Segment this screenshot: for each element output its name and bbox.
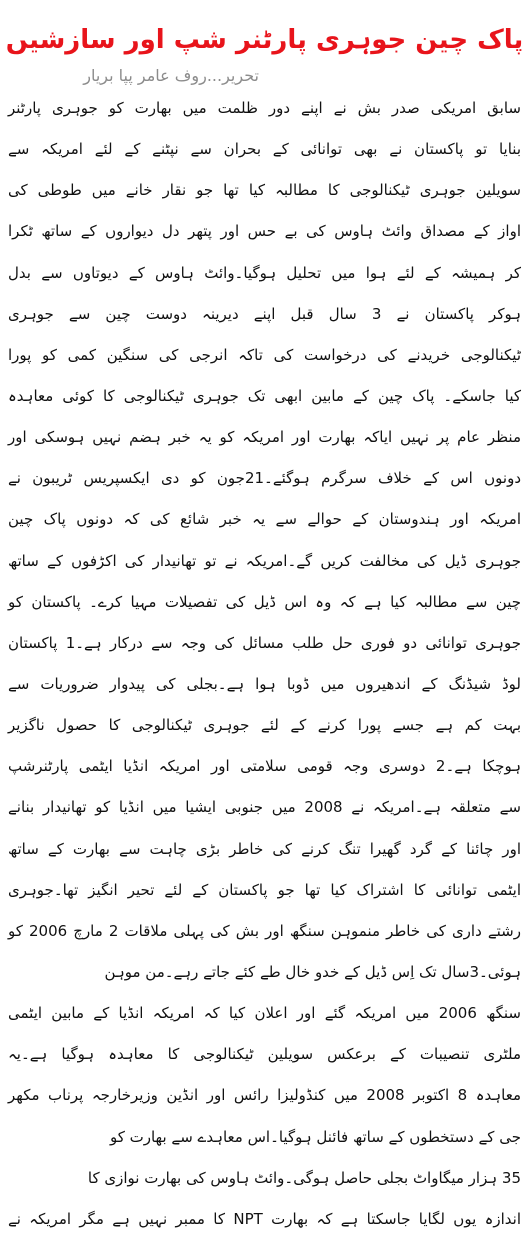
article-line: ہوچکا ہے۔2 دوسری وجہ قومی سلامتی اور امریکہ انڈیا ایٹمی پارٹنرشپ xyxy=(8,757,521,776)
article-line: چین سے مطالبہ کیا ہے کہ وہ اس ڈیل کی تفصیلات مہیا کرے۔ پاکستان کو xyxy=(8,592,521,611)
article-body xyxy=(8,88,522,1228)
article-line: سنگھ 2006 میں امریکہ گئے اور اعلان کیا کہ امریکہ انڈیا کے مابین ایٹمی xyxy=(8,1004,522,1023)
article-line: ملٹری تنصیبات کے برعکس سویلین ٹیکنالوجی کا معاہدہ ہوگیا ہے۔یہ xyxy=(8,1045,521,1064)
article-line: لوڈ شیڈنگ کے اندھیروں میں ڈوبا ہوا ہے۔بجلی کی پیدوار ضروریات سے xyxy=(8,674,521,693)
article-line: کیا جاسکے۔ پاک چین کے مابین ابھی تک جوہری ٹیکنالوجی کا کوئی معاہدہ xyxy=(8,386,521,405)
article-line: جوہری ڈیل کی مخالفت کریں گے۔امریکہ نے تو تھانیدار کی اکڑفوں کے ساتھ xyxy=(8,551,521,570)
article-line: بہت کم ہے جسے پورا کرنے کے لئے جوہری ٹیکنالوجی کا حصول ناگزیر xyxy=(8,716,521,735)
article-line: ٹیکنالوجی خریدنے کی درخواست کی تاکہ انرجی کی سنگین کمی کو پورا xyxy=(8,345,521,364)
article-line: 35 ہزار میگاواٹ بجلی حاصل ہوگی۔وائٹ ہاوس کی بھارت نوازی کا xyxy=(87,1168,521,1187)
article-line: رشتے داری کی خاطر منموہن سنگھ اور بش کی پہلی ملاقات 2 مارچ 2006 کو xyxy=(8,921,521,940)
article-line: معاہدہ 8 اکتوبر 2008 میں کنڈولیزا رائس اور انڈین وزیرخارجہ پرناب مکھر xyxy=(8,1086,521,1105)
article-line: اندازہ یوں لگایا جاسکتا ہے کہ بھارت NPT کا ممبر نہیں ہے مگر امریکہ نے xyxy=(8,1209,521,1228)
article-line: منظر عام پر نہیں ایاکہ بھارت اور امریکہ کو یہ خبر ہضم نہیں ہوسکی اور xyxy=(8,428,521,447)
article-line: امریکہ اور ہندوستان کے حوالے سے یہ خبر شائع کی کہ دونوں پاک چین xyxy=(8,510,521,529)
article-line: بنایا تو پاکستان نے بھی توانائی کے بحران سے نپٹنے کے لئے امریکہ سے xyxy=(8,140,521,159)
article-line: اور چائنا کے گرد گھیرا تنگ کرنے کی خاطر بڑی چاہت سے بھارت کے ساتھ xyxy=(8,839,521,858)
article-line: کر ہمیشہ کے لئے ہوا میں تحلیل ہوگیا۔وائٹ ہاوس کے دیوتاوں سے بدل xyxy=(8,263,521,282)
article-title: پاک چین جوہری پارٹنر شپ اور سازشیں xyxy=(5,25,524,55)
article-line: سویلین جوہری ٹیکنالوجی کا مطالبہ کیا تھا جو نقار خانے میں طوطی کی xyxy=(8,181,521,200)
article-line: سے متعلقہ ہے۔امریکہ نے 2008 میں جنوبی ایشیا میں انڈیا کو تھانیدار بنانے xyxy=(8,798,521,817)
article-line: ہوکر پاکستان نے 3 سال قبل اپنے دیرینہ دوست چین سے جوہری xyxy=(8,304,522,323)
article-line: دونوں اس کے خلاف سرگرم ہوگئے۔21جون کو دی ایکسپریس ٹریبون نے xyxy=(8,469,521,488)
article-line: سابق امریکی صدر بش نے اپنے دور ظلمت میں بھارت کو جوہری پارٹنر xyxy=(8,99,521,117)
article-line: ہوئی۔3سال تک اِس ڈیل کے خدو خال طے کئے جاتے رہے۔من موہن xyxy=(104,962,521,981)
article-line: جوہری توانائی دو فوری حل طلب مسائل کی وجہ سے درکار ہے۔1 پاکستان xyxy=(8,633,521,652)
article-line: جی کے دستخطوں کے ساتھ فائنل ہوگیا۔اس معاہدے سے بھارت کو xyxy=(109,1127,521,1146)
article-byline: تحریر...روف عامر پپا بریار xyxy=(83,66,259,85)
article-line: اواز کے مصداق وائٹ ہاوس کی بے حس اور پتھر دل دیواروں کے ساتھ ٹکرا xyxy=(8,222,521,241)
article-line: ایٹمی توانائی کا اشتراک کیا تھا جو پاکستان کے لئے تحیر انگیز تھا۔جوہری xyxy=(8,880,521,899)
